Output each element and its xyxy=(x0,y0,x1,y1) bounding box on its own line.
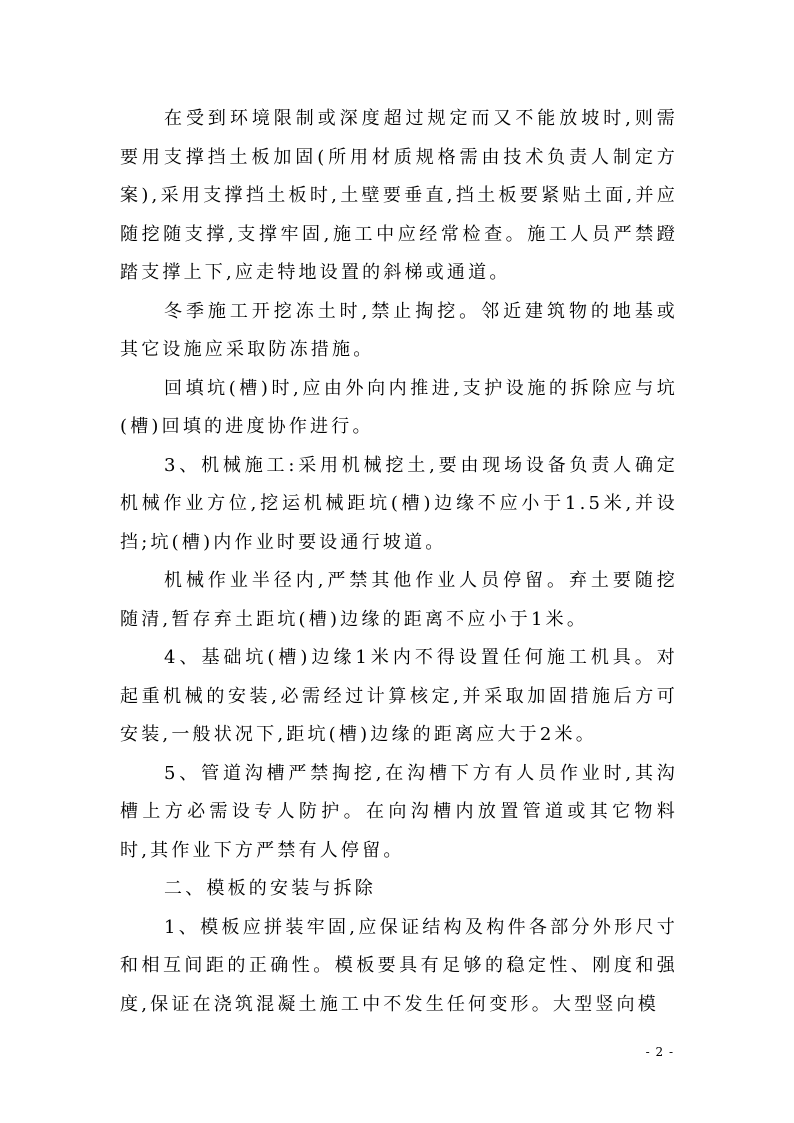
paragraph-machine-radius: 机械作业半径内,严禁其他作业人员停留。弃土要随挖随清,暂存弃土距坑(槽)边缘的距离不应小于1米。 xyxy=(120,570,678,630)
paragraph-winter-construction: 冬季施工开挖冻土时,禁止掏挖。邻近建筑物的地基或其它设施应采取防冻措施。 xyxy=(120,300,678,360)
paragraph-backfill: 回填坑(槽)时,应由外向内推进,支护设施的拆除应与坑(槽)回填的进度协作进行。 xyxy=(120,377,678,437)
paragraph-pit-edge: 4、基础坑(槽)边缘1米内不得设置任何施工机具。对起重机械的安装,必需经过计算核定,并采取加固措施后方可安装,一般状况下,距坑(槽)边缘的距离应大于2米。 xyxy=(120,647,678,745)
page-number: - 2 - xyxy=(645,1045,674,1059)
paragraph-excavation-support: 在受到环境限制或深度超过规定而又不能放坡时,则需要用支撑挡土板加固(所用材质规格需由技术负责人制定方案),采用支撑挡土板时,土壁要垂直,挡土板要紧贴土面,并应随挖随支撑,支撑牢固,施工中应经常检查。施工人员严禁蹬踏支撑上下,应走特地设置的斜梯或通道。 xyxy=(120,108,678,283)
document-body xyxy=(120,100,678,1024)
paragraph-pipe-trench: 5、管道沟槽严禁掏挖,在沟槽下方有人员作业时,其沟槽上方必需设专人防护。在向沟槽内放置管道或其它物料时,其作业下方严禁有人停留。 xyxy=(120,762,678,861)
paragraph-machine-construction: 3、机械施工:采用机械挖土,要由现场设备负责人确定机械作业方位,挖运机械距坑(槽)边缘不应小于1.5米,并设挡;坑(槽)内作业时要设通行坡道。 xyxy=(120,454,678,553)
paragraph-formwork-assembly: 1、模板应拼装牢固,应保证结构及构件各部分外形尺寸和相互间距的正确性。模板要具有足够的稳定性、刚度和强度,保证在浇筑混凝土施工中不发生任何变形。大型竖向模 xyxy=(120,916,678,1015)
section-heading-formwork: 二、模板的安装与拆除 xyxy=(164,878,376,899)
